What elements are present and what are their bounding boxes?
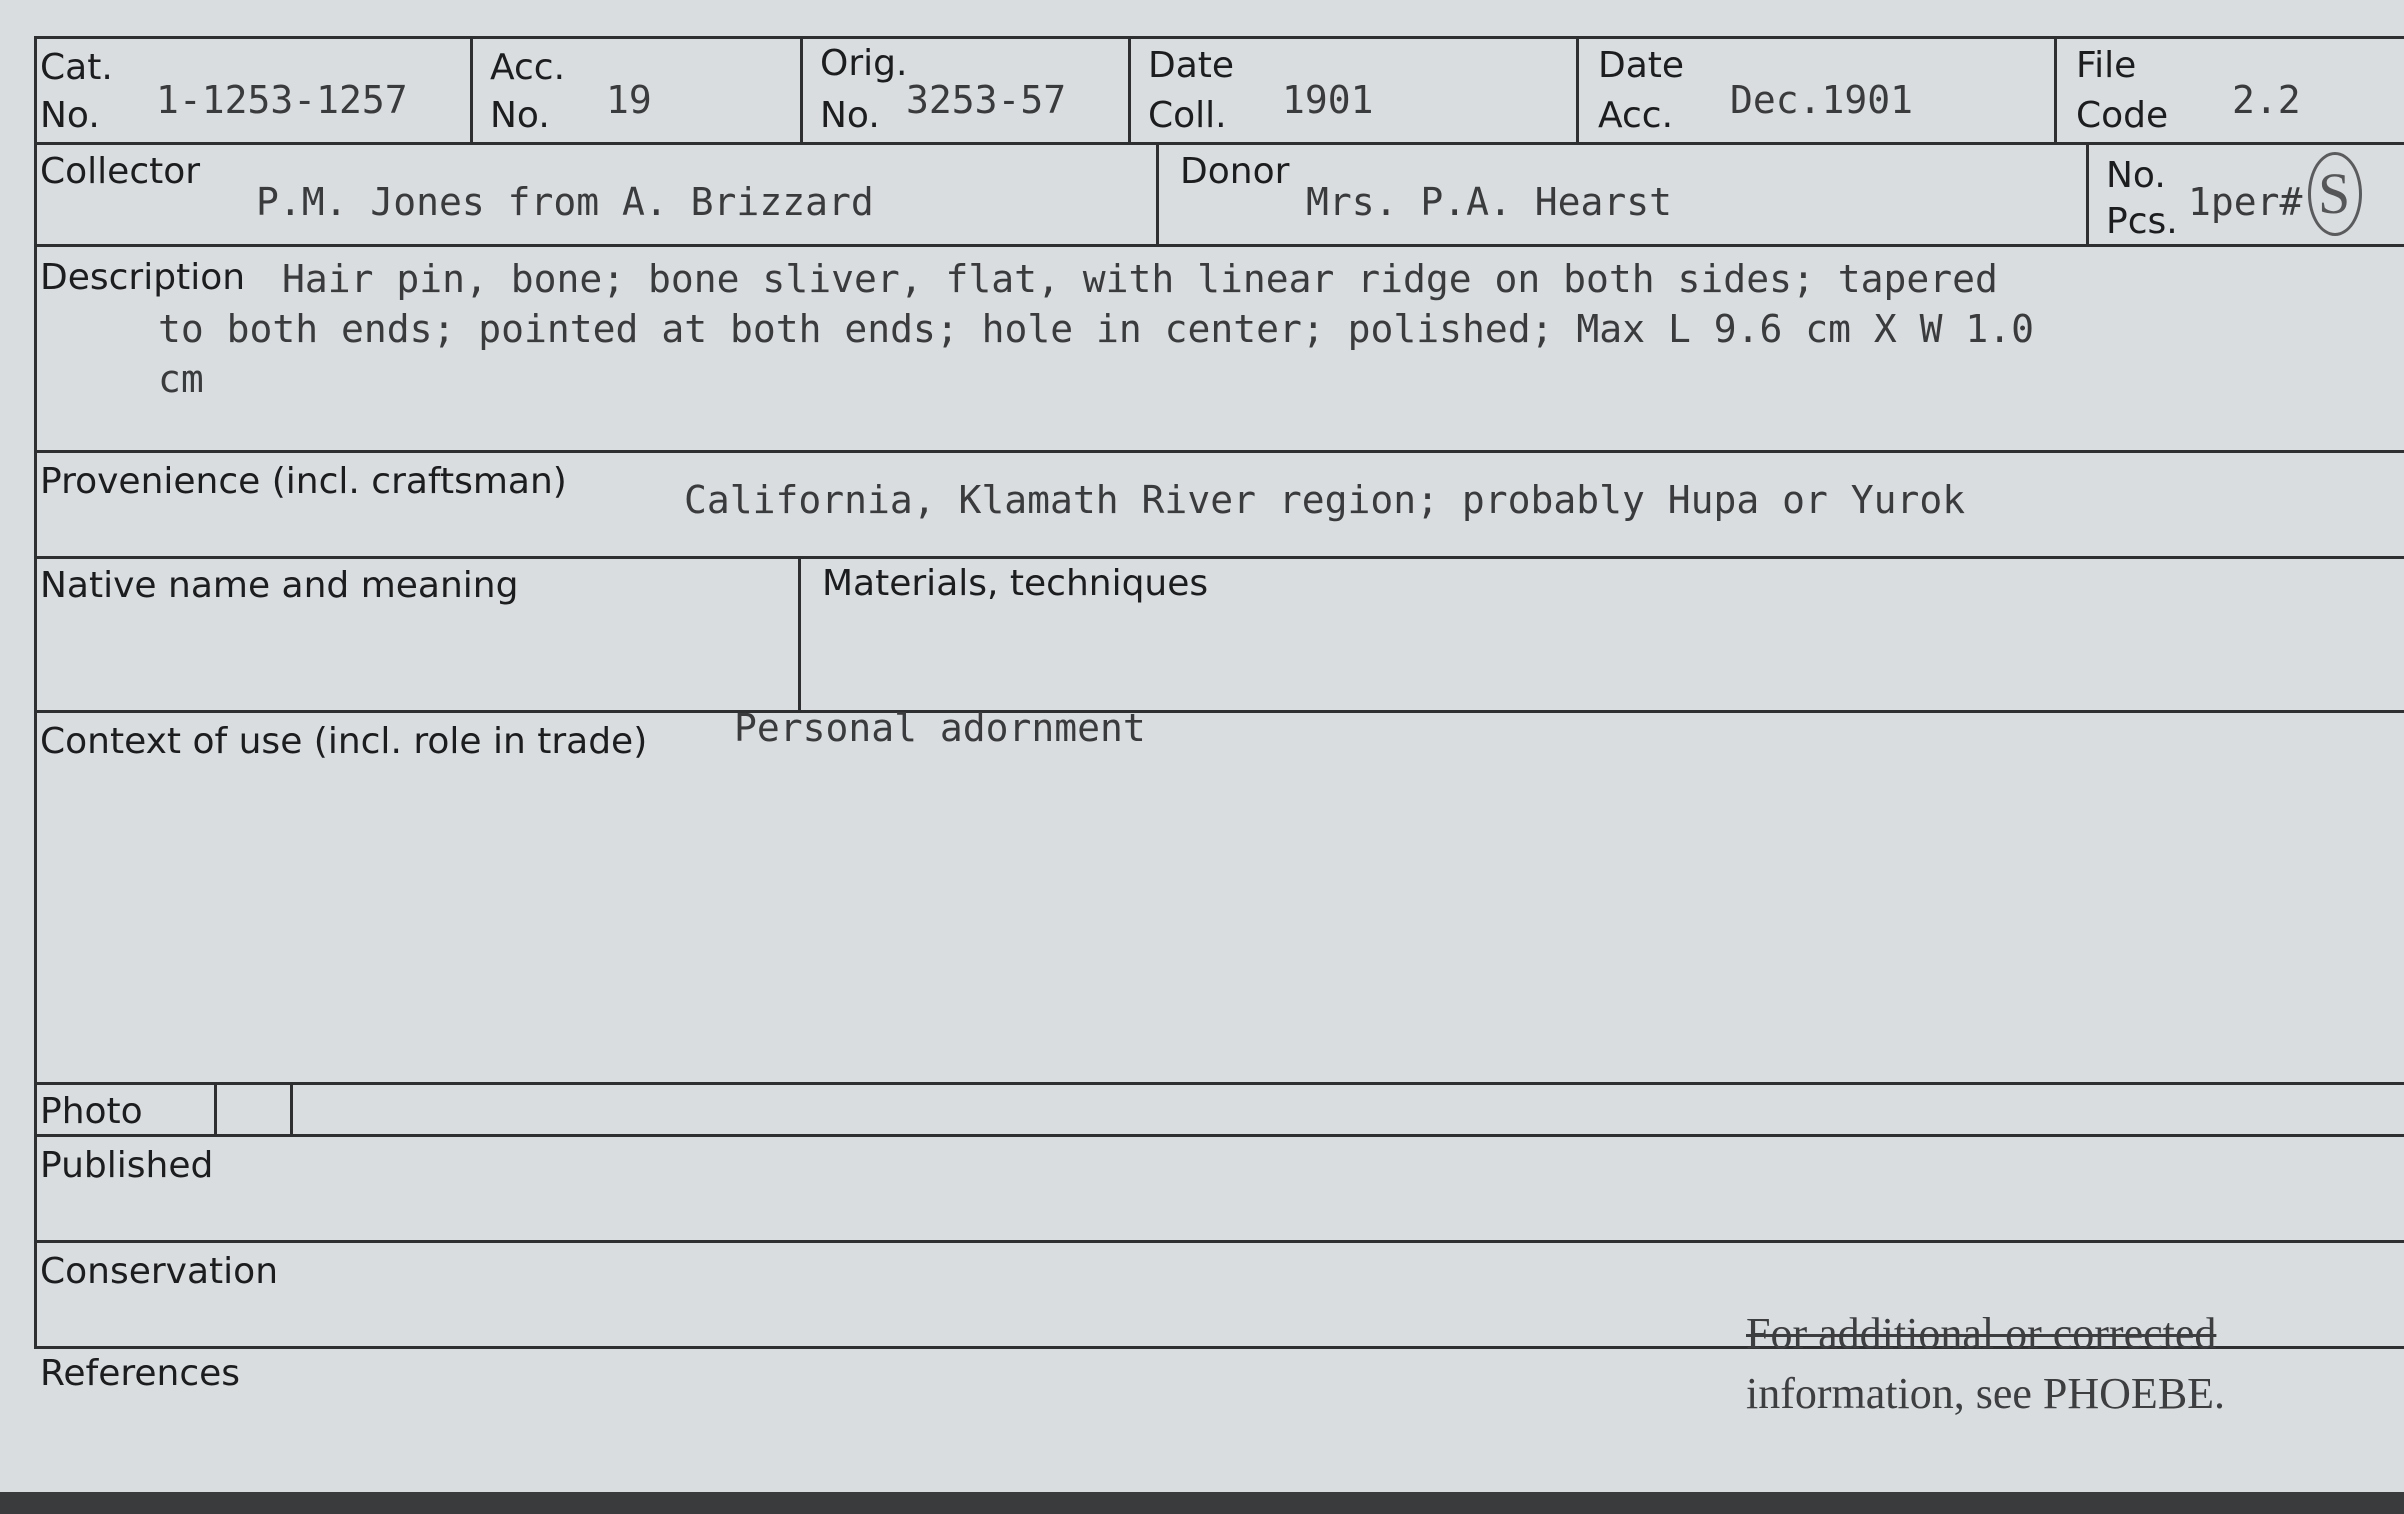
rule-col-datecoll [1128,36,1131,144]
acc-no-value: 19 [606,78,652,122]
rule-photo-box1 [214,1082,217,1136]
provenience-value: California, Klamath River region; probably Hupa or Yurok [684,478,1966,522]
rule-top [34,36,2404,39]
rule-left [34,36,37,1346]
donor-value: Mrs. P.A. Hearst [1306,180,1673,224]
description-line-3: cm [158,357,204,401]
no-pcs-label-bottom: Pcs. [2106,201,2178,242]
collector-label: Collector [40,151,201,192]
context-label: Context of use (incl. role in trade) [40,721,648,762]
phoebe-note-line-2: information, see PHOEBE. [1746,1369,2226,1418]
cat-no-label-bottom: No. [40,95,100,136]
materials-label: Materials, techniques [822,563,1209,604]
acc-no-label-bottom: No. [490,95,550,136]
orig-no-label-top: Orig. [820,43,908,84]
conservation-label: Conservation [40,1251,279,1292]
date-coll-label-bottom: Coll. [1148,95,1227,136]
date-acc-label-top: Date [1598,45,1685,86]
native-name-label: Native name and meaning [40,565,519,606]
rule-provenience-bottom [34,556,2404,559]
rule-published-bottom [34,1240,2404,1243]
rule-photo-box2 [290,1082,293,1136]
collector-value: P.M. Jones from A. Brizzard [256,180,874,224]
description-line-1: Hair pin, bone; bone sliver, flat, with linear ridge on both sides; tapered [282,257,1998,301]
rule-col-donor [1156,142,1159,246]
rule-col-orig [800,36,803,144]
rule-col-filecode [2054,36,2057,144]
date-coll-value: 1901 [1282,78,1374,122]
date-coll-label-top: Date [1148,45,1235,86]
no-pcs-value: 1per# [2188,180,2303,224]
orig-no-value: 3253-57 [906,78,1067,122]
rule-col-nopcs [2086,142,2089,246]
rule-native-bottom [34,710,2404,713]
acc-no-label-top: Acc. [490,47,566,88]
phoebe-note-line-1: For additional or corrected [1746,1309,2217,1358]
handwritten-mark: S [2318,161,2351,226]
card-bottom-edge [0,1492,2404,1514]
rule-col-acc [470,36,473,144]
cat-no-label-top: Cat. [40,47,113,88]
cat-no-value: 1-1253-1257 [156,78,408,122]
context-value: Personal adornment [734,706,1146,750]
donor-label: Donor [1180,151,1290,192]
rule-row2-bottom [34,244,2404,247]
orig-no-label-bottom: No. [820,95,880,136]
rule-col-dateacc [1576,36,1579,144]
rule-photo-top [34,1082,2404,1085]
rule-description-bottom [34,450,2404,453]
rule-photo-bottom [34,1134,2404,1137]
file-code-label-top: File [2076,45,2137,86]
rule-row1-bottom [34,142,2404,145]
provenience-label: Provenience (incl. craftsman) [40,461,567,502]
no-pcs-label-top: No. [2106,155,2166,196]
date-acc-label-bottom: Acc. [1598,95,1674,136]
file-code-value: 2.2 [2232,78,2301,122]
file-code-label-bottom: Code [2076,95,2169,136]
description-label: Description [40,257,246,298]
published-label: Published [40,1145,214,1186]
photo-label: Photo [40,1091,143,1132]
date-acc-value: Dec.1901 [1730,78,1914,122]
rule-col-materials [798,556,801,712]
description-line-2: to both ends; pointed at both ends; hole in center; polished; Max L 9.6 cm X W 1.0 [158,307,2034,351]
references-label: References [40,1353,241,1394]
